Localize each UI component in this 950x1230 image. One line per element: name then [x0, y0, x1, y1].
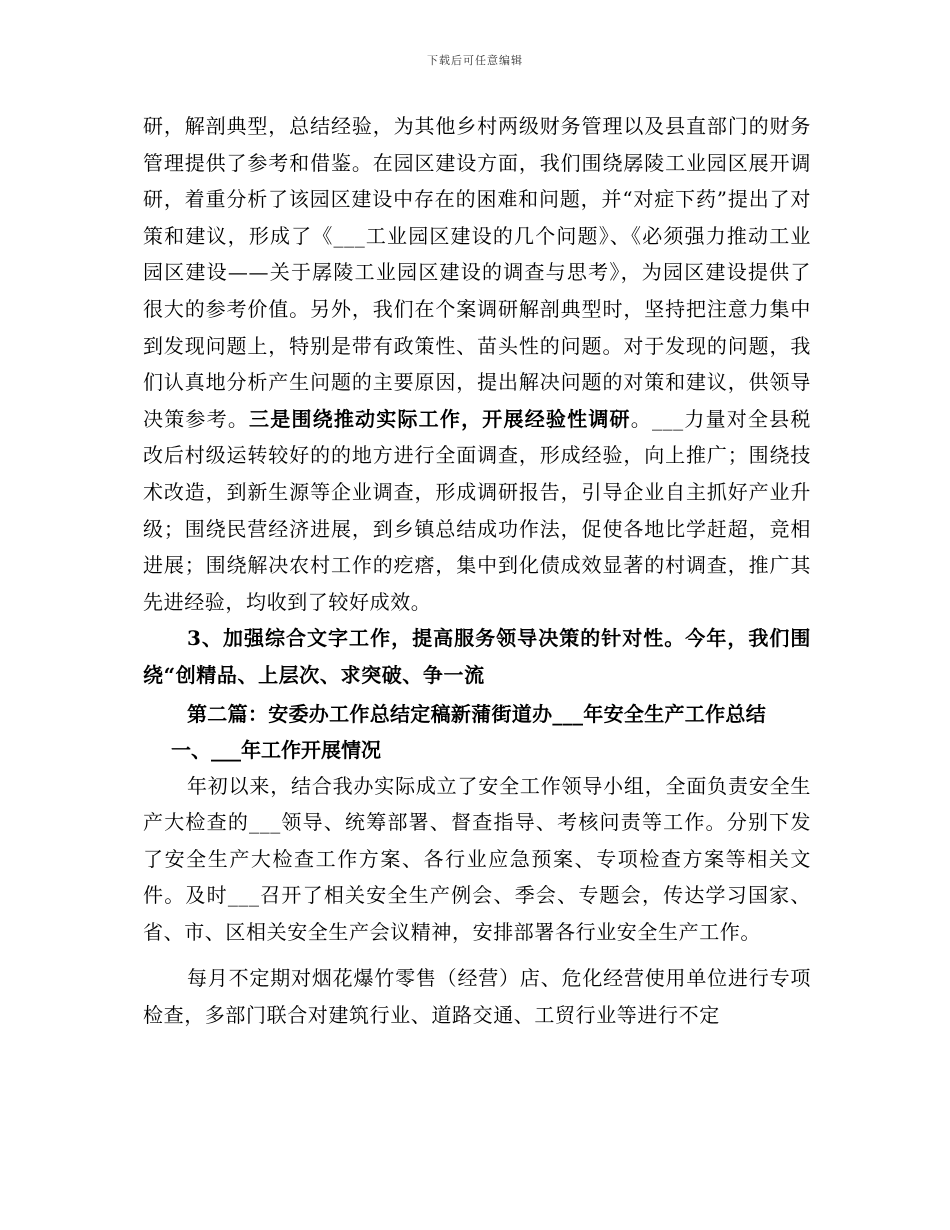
paragraph-leadership: 年初以来，结合我办实际成立了安全工作领导小组，全面负责安全生产大检查的___领导、统筹部署、督查指导、考核问责等工作。分别下发了安全生产大检查工作方案、各行业应急预案、专项检查方案等相关文件。及时___召开了相关安全生产例会、季会、专题会，传达学习国家、省、市、区相关安全生产会议精神，安排部署各行业安全生产工作。: [143, 773, 811, 944]
paragraph-spacer: [143, 950, 811, 960]
paragraph-research: [143, 108, 811, 620]
paragraph-research-text: 研，解剖典型，总结经验，为其他乡村两级财务管理以及县直部门的财务管理提供了参考和借鉴。在园区建设方面，我们围绕孱陵工业园区展开调研，着重分析了该园区建设中存在的困难和问题，并“对症下药”提出了对策和建议，形成了《___工业园区建设的几个问题》、《必须强力推动工业园区建设——关于孱陵工业园区建设的调查与思考》，为园区建设提供了很大的参考价值。另外，我们在个案调研解剖典型时，坚持把注意力集中到发现问题上，特别是带有政策性、苗头性的问题。对于发现的问题，我们认真地分析产生问题的主要原因，提出解决问题的对策和建议，供领导决策参考。: [143, 114, 811, 431]
paragraph-writing-work: 3、加强综合文字工作，提高服务领导决策的针对性。今年，我们围绕“创精品、上层次、求突破、争一流: [143, 626, 811, 687]
section-subtitle: 一、___年工作开展情况: [171, 737, 381, 762]
page-header: 下载后可任意编辑: [427, 54, 523, 67]
section-title: 第二篇：安委办工作总结定稿新蒲街道办___年安全生产工作总结: [187, 701, 766, 726]
paragraph-inspection: 每月不定期对烟花爆竹零售（经营）店、危化经营使用单位进行专项检查，多部门联合对建筑行业、道路交通、工贸行业等进行不定: [143, 966, 811, 1028]
paragraph-research-text-continued: 。___力量对全县税改后村级运转较好的的地方进行全面调查，形成经验，向上推广；围绕技术改造，到新生源等企业调查，形成调研报告，引导企业自主抓好产业升级；围绕民营经济进展，到乡镇总结成功作法，促使各地比学赶超，竞相进展；围绕解决农村工作的疙瘩，集中到化债成效显著的村调查，推广其先进经验，均收到了较好成效。: [143, 406, 811, 614]
document-body: [143, 108, 811, 1034]
paragraph-research-highlight: 三是围绕推动实际工作，开展经验性调研: [249, 406, 631, 431]
